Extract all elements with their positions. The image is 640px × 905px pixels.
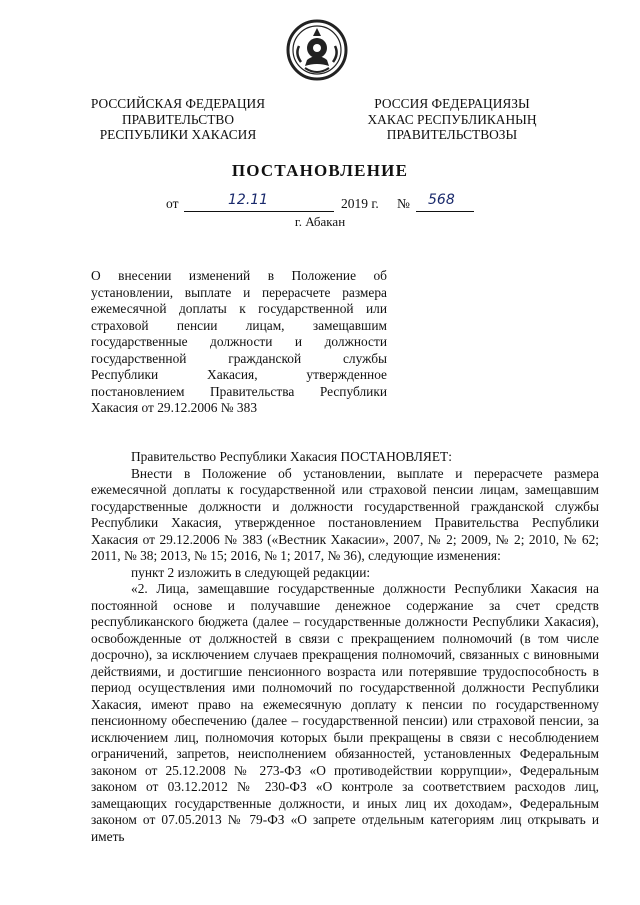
subject-line: страховой пенсии лицам, замещавшим [91,317,387,333]
subject-line: ежемесячной доплаты к государственной или [91,301,387,316]
city-label: г. Абакан [294,214,346,229]
subject-line: государственные должности и должности [91,334,387,349]
from-label: от [166,196,179,211]
coat-of-arms-icon [285,18,349,82]
date-line [0,192,640,214]
header-right-line: РОССИЯ ФЕДЕРАЦИЯЗЫ [374,96,530,111]
subject-line: постановлением Правительства Республики [91,383,387,399]
body-paragraph: Правительство Республики Хакасия ПОСТАНОВЛЯЕТ: [131,449,452,464]
subject-block [91,268,387,417]
date-underline [184,211,334,212]
subject-line: государственной гражданской службы [91,350,387,366]
date-value: 12.11 [228,192,269,208]
header-right-line: ПРАВИТЕЛЬСТВОЗЫ [386,127,518,142]
header-left-line: РЕСПУБЛИКИ ХАКАСИЯ [99,127,257,142]
header-left-line: РОССИЙСКАЯ ФЕДЕРАЦИЯ [90,96,266,111]
subject-line: установлении, выплате и перерасчете размера [91,284,387,300]
body-paragraph: пункт 2 изложить в следующей редакции: [131,564,371,580]
subject-line: О внесении изменений в Положение об [91,268,387,283]
number-label: № [397,196,410,211]
number-value: 568 [428,192,455,208]
number-underline [416,211,474,212]
header-left [78,96,278,143]
document-title: ПОСТАНОВЛЕНИЕ [231,161,409,180]
body-paragraph: Внести в Положение об установлении, выплате и перерасчете размера ежемесячной доплаты к государственной или страховой пенсии лицам, замещавшим государственные должности и должности государственной гражданской службы Республики Хакасия, утвержденное постановлением Правительства Республики Хакасия от 29.12.2006 № 383 («Вестник Хакасии», 2007, № 2; 2009, № 2; 2010, № 62; 2011, № 38; 2013, № 15; 2016, № 1; 2017, № 36), следующие изменения: [91,465,599,563]
body-paragraph: «2. Лица, замещавшие государственные должности Республики Хакасия на постоянной основе и получавшие денежное содержание за счет средств республиканского бюджета (далее – государственные должности Республики Хакасия), освобожденные от должностей в связи с прекращением полномочий (в том числе досрочно), за исключением случаев прекращения полномочий, связанных с виновными действиями, и достигшие пенсионного возраста или потерявшие трудоспособность в период осуществления ими полномочий по государственной должности Республики Хакасия, имеют право на ежемесячную доплату к пенсии по государственному пенсионному обеспечению (далее – государственной пенсии) или страховой пенсии, за исключением лиц, полномочия которых были прекращены в связи с несоблюдением ограничений, запретов, неисполнением обязанностей, установленных Федеральным законом от 25.12.2008 № 273-ФЗ «О противодействии коррупции», Федеральным законом от 03.12.2012 № 230-ФЗ «О контроле за соответствием расходов лиц, замещающих государственные должности, и иных лиц их доходам», Федеральным законом от 07.05.2013 № 79-ФЗ «О запрете отдельным категориям лиц открывать и иметь [91,581,599,844]
header-left-line: ПРАВИТЕЛЬСТВО [121,111,234,127]
document-body [91,449,599,845]
header-right [352,96,552,143]
year-label: 2019 г. [341,196,379,211]
subject-line: Республики Хакасия, утвержденное [91,367,387,382]
subject-line: Хакасия от 29.12.2006 № 383 [91,400,258,415]
header-right-line: ХАКАС РЕСПУБЛИКАНЫҢ [367,111,537,127]
